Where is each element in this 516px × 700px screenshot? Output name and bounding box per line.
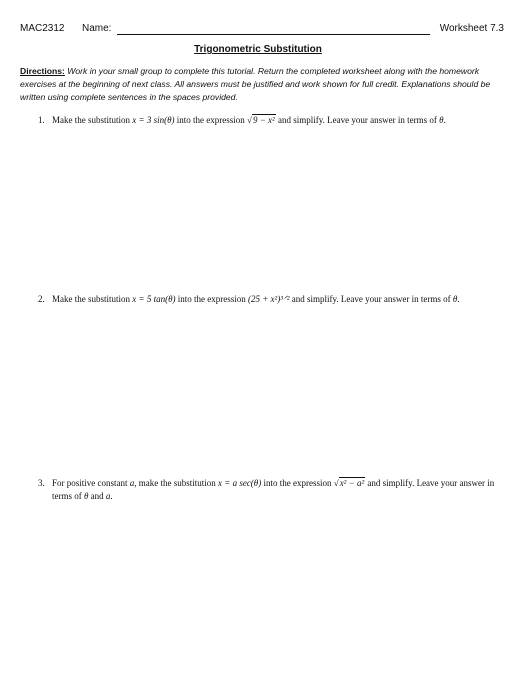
problem-number: 1. [38,115,45,125]
problem-text-part: Make the substitution [52,294,133,304]
problem-text-part: into the expression [175,294,248,304]
expression: (25 + x²)³ᐟ² [247,294,290,304]
substitution: x = a sec(θ) [218,478,262,488]
problem-text-part: into the expression [174,115,247,125]
substitution: x = 5 tan(θ) [132,294,176,304]
name-label: Name: [82,23,112,34]
directions [20,65,508,104]
problem-text [52,293,508,306]
sqrt-symbol: √ [333,478,339,488]
problem-text-part: and simplify. Leave your answer in terms of [275,115,440,125]
problem-text [52,114,508,127]
problem-number: 3. [38,478,45,488]
problem-text-part: . [110,491,113,501]
constant-a: a [129,478,135,488]
constant-a: a [105,491,111,501]
problem-text-part: . [443,115,446,125]
problem-text-part: and simplify. Leave your answer in terms of [289,294,453,304]
directions-label: Directions: [20,66,65,76]
header [20,23,504,39]
problem-text-part: and [88,491,106,501]
problem-text [52,477,508,503]
problem-text-part: Make the substitution [52,115,133,125]
page-title: Trigonometric Substitution [194,44,322,55]
course-code: MAC2312 [20,23,65,34]
problem-text-part: and simplify. Leave your answer in terms of [52,478,495,501]
directions-text: Work in your small group to complete this tutorial. Return the completed worksheet along with the homework exercises at the beginning of next class. All answers must be justified and work shown for full credit. Explanations should be written using complete sentences in the spaces provided. [20,66,491,102]
name-blank-line [117,34,430,35]
problem-text-part: , make the substitution [134,478,218,488]
substitution: x = 3 sin(θ) [132,115,175,125]
worksheet-number: Worksheet 7.3 [439,23,504,34]
problem-number: 2. [38,294,45,304]
problem-text-part: . [457,294,460,304]
problem-text-part: For positive constant [52,478,130,488]
sqrt-symbol: √ [247,115,252,125]
expression: x² − a² [339,478,365,488]
problem-text-part: into the expression [261,478,334,488]
variable-theta: θ [452,294,458,304]
variable-theta: θ [84,491,89,501]
expression: 9 − x² [252,115,275,125]
variable-theta: θ [439,115,444,125]
